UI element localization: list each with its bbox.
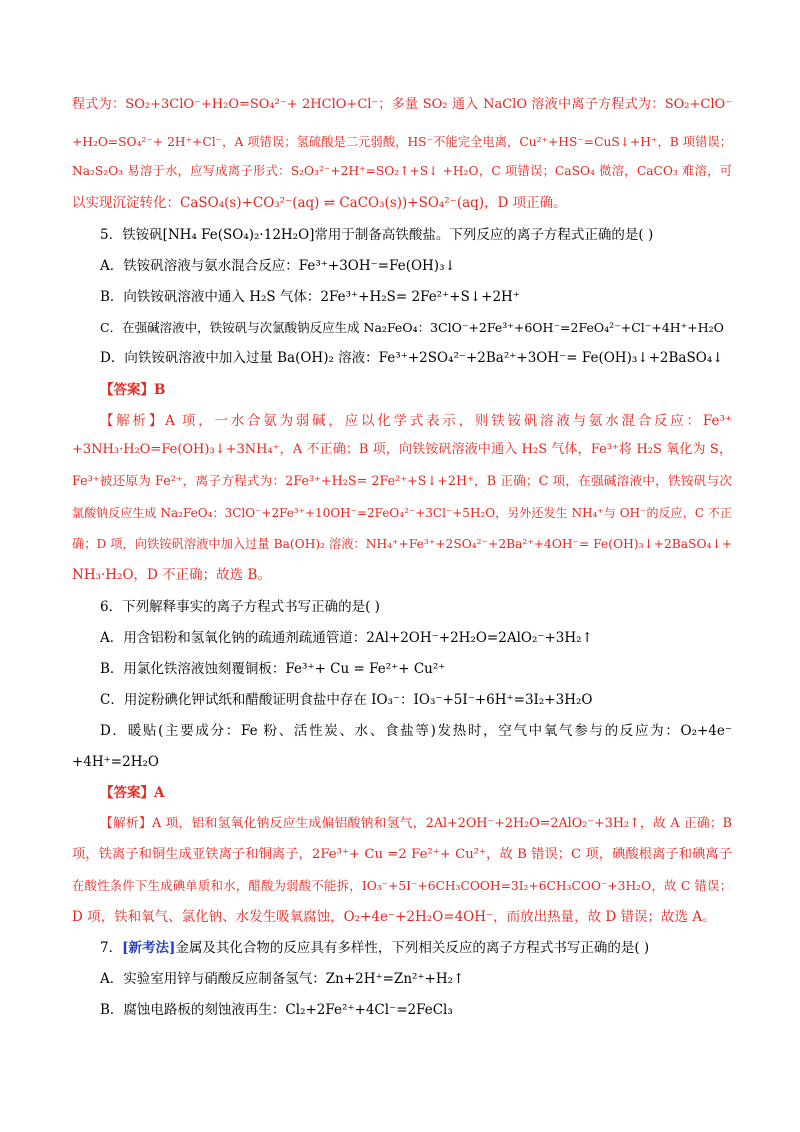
new-exam-method-tag: [新考法]: [122, 940, 176, 956]
question-6-option-c: C．用淀粉碘化钾试纸和醋酸证明食盐中存在 IO₃⁻：IO₃⁻+5I⁻+6H⁺=3I₂+3H₂O: [100, 692, 593, 708]
prev-explanation-line-3: Na₂S₂O₃ 易溶于水，应写成离子形式：S₂O₃²⁻+2H⁺=SO₂↑+S↓ +H₂O，C 项错误；CaSO₄ 微溶，CaCO₃ 难溶，可: [72, 164, 732, 178]
question-5-option-c: C．在强碱溶液中，铁铵矾与次氯酸钠反应生成 Na₂FeO₄：3ClO⁻+2Fe³⁺+6OH⁻=2FeO₄²⁻+Cl⁻+4H⁺+H₂O: [100, 320, 724, 335]
question-5-option-a: A．铁铵矾溶液与氨水混合反应：Fe³⁺+3OH⁻=Fe(OH)₃↓: [100, 258, 456, 274]
question-6-explanation-line-3: 在酸性条件下生成碘单质和水，醋酸为弱酸不能拆，IO₃⁻+5I⁻+6CH₃COOH=3I₂+6CH₃COO⁻+3H₂O，故 C 错误；: [72, 879, 732, 893]
question-5-explanation-line-2: +3NH₃·H₂O=Fe(OH)₃↓+3NH₄⁺，A 不正确；B 项，向铁铵矾溶液中通入 H₂S 气体，Fe³⁺将 H₂S 氧化为 S，: [72, 442, 732, 457]
prev-explanation-line-4: 以实现沉淀转化：CaSO₄(s)+CO₃²⁻(aq) ⇌ CaCO₃(s))+SO₄²⁻(aq)，D 项正确。: [72, 195, 567, 211]
question-6-explanation-line-4: D 项，铁和氧气、氯化钠、水发生吸氧腐蚀，O₂+4e⁻+2H₂O=4OH⁻，而放出热量，故 D 错误；故选 A。: [72, 909, 716, 925]
question-6-answer: 【答案】A: [100, 785, 165, 801]
question-5-option-b: B．向铁铵矾溶液中通入 H₂S 气体：2Fe³⁺+H₂S= 2Fe²⁺+S↓+2H⁺: [100, 289, 520, 305]
question-7-option-a: A．实验室用锌与硝酸反应制备氢气：Zn+2H⁺=Zn²⁺+H₂↑: [100, 971, 465, 987]
question-6-option-a: A．用含铝粉和氢氧化钠的疏通剂疏通管道：2Al+2OH⁻+2H₂O=2AlO₂⁻+3H₂↑: [100, 630, 593, 646]
question-6-option-d-line-2: +4H⁺=2H₂O: [72, 754, 159, 770]
question-5-explanation-line-1: 【解析】A 项，一水合氨为弱碱，应以化学式表示，则铁铵矾溶液与氨水混合反应：Fe³⁺: [100, 413, 732, 429]
prev-explanation-line-1: 程式为：SO₂+3ClO⁻+H₂O=SO₄²⁻+ 2HClO+Cl⁻；多量 SO₂ 通入 NaClO 溶液中离子方程式为：SO₂+ClO⁻: [72, 97, 732, 112]
prev-explanation-line-2: +H₂O=SO₄²⁻+ 2H⁺+Cl⁻，A 项错误；氢硫酸是二元弱酸，HS⁻不能完全电离，Cu²⁺+HS⁻=CuS↓+H⁺，B 项错误；: [72, 135, 732, 149]
question-6-stem: 6．下列解释事实的离子方程式书写正确的是( ): [100, 599, 380, 615]
question-5-option-d: D．向铁铵矾溶液中加入过量 Ba(OH)₂ 溶液：Fe³⁺+2SO₄²⁻+2Ba²⁺+3OH⁻= Fe(OH)₃↓+2BaSO₄↓: [100, 350, 724, 366]
question-6-option-b: B．用氯化铁溶液蚀刻覆铜板：Fe³⁺+ Cu = Fe²⁺+ Cu²⁺: [100, 661, 446, 677]
question-5-explanation-line-5: 确；D 项，向铁铵矾溶液中加入过量 Ba(OH)₂ 溶液：NH₄⁺+Fe³⁺+2SO₄²⁻+2Ba²⁺+4OH⁻= Fe(OH)₃↓+2BaSO₄↓+: [72, 537, 732, 551]
question-5-stem: 5．铁铵矾[NH₄ Fe(SO₄)₂·12H₂O]常用于制备高铁酸盐。下列反应的离子方程式正确的是( ): [100, 227, 654, 243]
question-5-answer: 【答案】B: [100, 382, 166, 398]
question-6-option-d-line-1: D．暖贴(主要成分：Fe 粉、活性炭、水、食盐等)发热时，空气中氧气参与的反应为：O₂+4e⁻: [100, 723, 732, 739]
question-6-explanation-line-1: 【解析】A 项，铝和氢氧化钠反应生成偏铝酸钠和氢气，2Al+2OH⁻+2H₂O=2AlO₂⁻+3H₂↑，故 A 正确；B: [100, 816, 732, 831]
question-6-explanation-line-2: 项，铁离子和铜生成亚铁离子和铜离子，2Fe³⁺+ Cu =2 Fe²⁺+ Cu²⁺，故 B 错误；C 项，碘酸根离子和碘离子: [72, 847, 732, 862]
question-5-explanation-line-6: NH₃·H₂O，D 不正确；故选 B。: [72, 567, 271, 583]
question-5-explanation-line-3: Fe³⁺被还原为 Fe²⁺，离子方程式为：2Fe³⁺+H₂S= 2Fe²⁺+S↓+2H⁺，B 正确；C 项，在强碱溶液中，铁铵矾与次: [72, 474, 732, 489]
question-7-option-b: B．腐蚀电路板的刻蚀液再生：Cl₂+2Fe²⁺+4Cl⁻=2FeCl₃: [100, 1002, 453, 1018]
question-5-explanation-line-4: 氯酸钠反应生成 Na₂FeO₄：3ClO⁻+2Fe³⁺+10OH⁻=2FeO₄²⁻+3Cl⁻+5H₂O，另外还发生 NH₄⁺与 OH⁻的反应，C 不正: [72, 506, 732, 520]
question-7-stem: [100, 938, 732, 958]
question-7-number: 7．: [100, 940, 123, 956]
question-7-stem-text: 金属及其化合物的反应具有多样性，下列相关反应的离子方程式书写正确的是( ): [175, 940, 650, 956]
